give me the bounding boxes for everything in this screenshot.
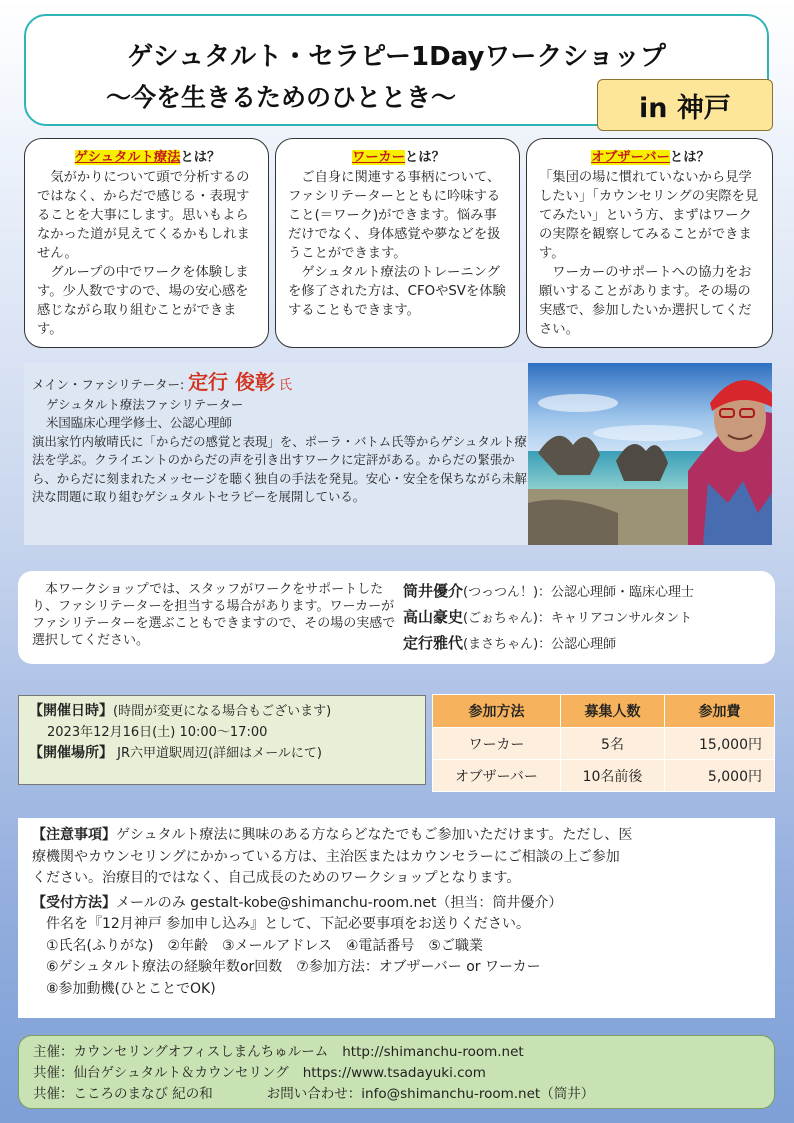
definition-card-observer xyxy=(526,138,773,348)
place-row xyxy=(29,743,415,764)
required-items: ①氏名(ふりがな) ②年齢 ③メールアドレス ④電話番号 ⑤ご職業 xyxy=(46,937,483,954)
staff-section xyxy=(18,571,775,664)
caution-label: 【注意事項】 xyxy=(32,827,116,843)
facilitator-role-line xyxy=(32,370,537,396)
definition-paragraph: ワーカーのサポートへの協力をお願いすることがあります。その場の実感で、参加したいか選択してください。 xyxy=(539,265,752,337)
definition-paragraph: グループの中でワークを体験します。少人数ですので、場の安心感を感じながら取り組むことができます。 xyxy=(37,265,249,337)
fee-table-header xyxy=(433,695,775,728)
definition-suffix: とは？ xyxy=(180,150,221,165)
definition-term: ゲシュタルト療法 xyxy=(74,150,181,165)
page-subtitle: ～今を生きるためのひととき～ xyxy=(106,83,457,112)
date-label: 【開催日時】 xyxy=(29,703,113,719)
definition-term: ワーカー xyxy=(352,150,406,165)
facilitator-honorific: 氏 xyxy=(278,378,292,393)
apply-method[interactable]: メールのみ gestalt-kobe@shimanchu-room.net（担当：筒井優介） xyxy=(116,894,563,911)
staff-name: 高山豪史 xyxy=(403,608,464,626)
fee-cell: 15,000円 xyxy=(665,728,775,760)
caution-line xyxy=(32,825,761,847)
definition-heading xyxy=(288,148,509,167)
fee-header-price: 参加費 xyxy=(665,695,775,728)
staff-description: 本ワークショップでは、スタッフがワークをサポートしたり、ファシリテーターを担当する場合があります。ワーカーがファシリテーターを選ぶこともできますので、その場の実感で選択してください。 xyxy=(32,582,396,648)
staff-nickname: (つっつん！) xyxy=(463,585,539,600)
definition-paragraph: 気がかりについて頭で分析するのではなく、からだで感じる・表現することを大事にします。思いもよらなかった道が見えてくるかもしれません。 xyxy=(37,170,250,261)
footer-section xyxy=(18,1035,775,1109)
definition-paragraph: 「集団の場に慣れていないから見学したい」「カウンセリングの実際を見てみたい」という方、まずはワークの実際を観察してみることができます。 xyxy=(539,170,759,261)
cohost-link[interactable]: https://www.tsadayuki.com xyxy=(302,1065,486,1081)
staff-role: ：公認心理師・臨床心理士 xyxy=(538,585,695,600)
host-row xyxy=(33,1042,760,1063)
schedule-box xyxy=(18,695,426,785)
required-items: ⑧参加動機(ひとことでOK) xyxy=(46,980,216,997)
host-link[interactable]: http://shimanchu-room.net xyxy=(342,1044,524,1060)
location-badge: in 神戸 xyxy=(597,79,773,131)
definition-suffix: とは？ xyxy=(405,150,445,165)
notes-section xyxy=(18,818,775,1018)
fee-table xyxy=(432,694,775,792)
definition-paragraph: ゲシュタルト療法のトレーニングを修了された方は、CFOやSVを体験することもできます。 xyxy=(288,265,506,318)
definition-paragraph: ご自身に関連する事柄について、ファシリテーターとともに吟味すること(＝ワーク)ができます。悩み事だけでなく、身体感覚や夢などを扱うことができます。 xyxy=(288,170,501,261)
fee-cell: 5名 xyxy=(561,728,665,760)
facilitator-title: ゲシュタルト療法ファシリテーター xyxy=(46,396,244,412)
definition-card-worker xyxy=(275,138,520,348)
staff-role: ：キャリアコンサルタント xyxy=(537,611,693,626)
fee-header-method: 参加方法 xyxy=(433,695,561,728)
caution-text: 療機関やカウンセリングにかかっている方は、主治医またはカウンセラーにご相談の上ご参加 xyxy=(32,848,620,865)
facilitator-photo xyxy=(528,363,772,545)
staff-nickname: (まさちゃん) xyxy=(463,637,539,652)
staff-member xyxy=(403,631,694,657)
facilitator-text xyxy=(32,370,537,507)
caution-text: ゲシュタルト療法に興味のある方ならどなたでもご参加いただけます。ただし、医 xyxy=(116,827,633,843)
date-note: (時間が変更になる場合もございます) xyxy=(113,704,332,719)
event-place: JR六甲道駅周辺(詳細はメールにて) xyxy=(117,746,322,761)
fee-cell: 10名前後 xyxy=(561,760,665,792)
caution-text: ください。治療目的ではなく、自己成長のためのワークショップとなります。 xyxy=(32,870,521,886)
event-date: 2023年12月16日(土) 10:00～17:00 xyxy=(47,725,268,740)
staff-role: ：公認心理師 xyxy=(538,637,617,652)
table-row xyxy=(433,760,775,792)
staff-member xyxy=(403,579,694,605)
definition-heading xyxy=(37,148,258,167)
cohost2-row xyxy=(33,1084,760,1105)
contact-info[interactable]: お問い合わせ：info@shimanchu-room.net（筒井） xyxy=(266,1086,595,1102)
apply-subject: 件名を『12月神戸 参加申し込み』として、下記必要事項をお送りください。 xyxy=(46,916,530,932)
required-items: ⑥ゲシュタルト療法の経験年数or回数 ⑦参加方法：オブザーバー or ワーカー xyxy=(46,959,541,975)
definition-suffix: とは？ xyxy=(669,150,710,165)
fee-header-capacity: 募集人数 xyxy=(561,695,665,728)
page-title: ゲシュタルト・セラピー1Dayワークショップ xyxy=(127,42,666,72)
apply-line xyxy=(32,893,761,915)
facilitator-credentials: 米国臨床心理学修士、公認心理師 xyxy=(46,415,232,430)
definition-term: オブザーバー xyxy=(591,150,670,165)
facilitator-role: メイン・ファシリテーター: xyxy=(32,377,189,392)
date-heading xyxy=(29,701,415,722)
staff-name: 筒井優介 xyxy=(403,582,464,600)
cohost2-name: 共催：こころのまなび 紀の和 xyxy=(33,1086,213,1102)
facilitator-bio: 演出家竹内敏晴氏に「からだの感覚と表現」を、ポーラ・バトム氏等からゲシュタルト療法を学ぶ。クライエントのからだの声を引き出すワークに定評がある。からだの緊張から、からだに刻まれたメッセージを聴く独自の手法を発見。安心・安全を保ちながら未解決な問題に取り組むゲシュタルトセラピーを展開している。 xyxy=(32,433,527,504)
fee-cell: オブザーバー xyxy=(433,760,561,792)
staff-list xyxy=(403,579,694,657)
fee-cell: ワーカー xyxy=(433,728,561,760)
cohost-name: 共催：仙台ゲシュタルト＆カウンセリング xyxy=(33,1065,289,1081)
definition-card-gestalt xyxy=(24,138,269,348)
apply-label: 【受付方法】 xyxy=(32,894,116,911)
fee-cell: 5,000円 xyxy=(665,760,775,792)
definition-heading xyxy=(539,148,762,167)
staff-nickname: (ごぉちゃん) xyxy=(463,611,538,626)
staff-name: 定行雅代 xyxy=(403,634,464,652)
staff-member xyxy=(403,605,694,631)
place-label: 【開催場所】 xyxy=(29,745,113,761)
host-name: 主催：カウンセリングオフィスしまんちゅルーム xyxy=(33,1044,329,1060)
facilitator-name: 定行 俊彰 xyxy=(188,370,276,394)
table-row xyxy=(433,728,775,760)
cohost-row xyxy=(33,1063,760,1084)
